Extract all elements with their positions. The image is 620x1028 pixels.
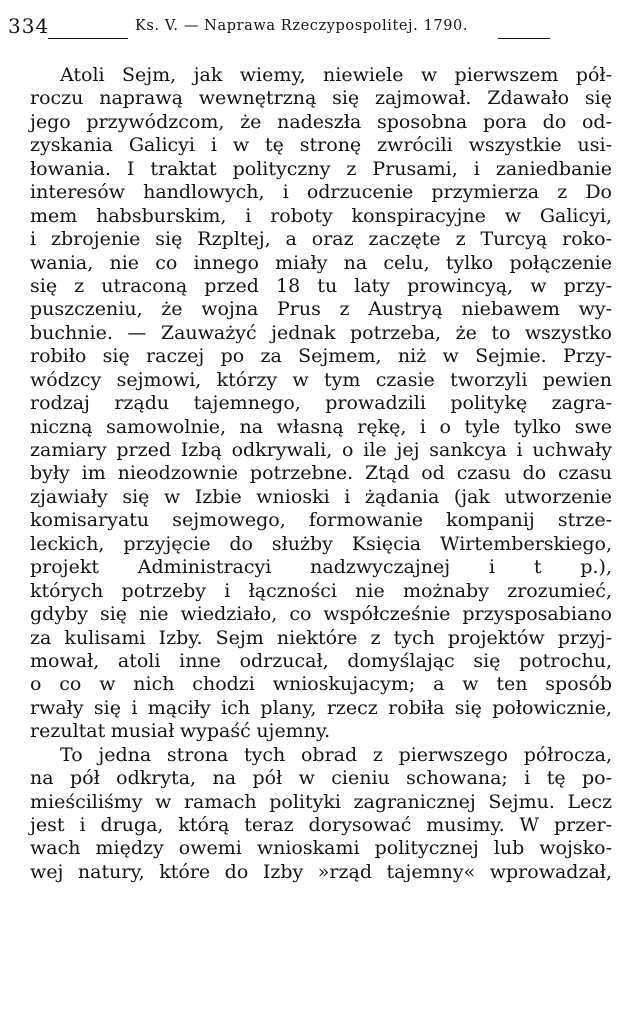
text-line: wania, nie co innego miały na celu, tylko połączenie (30, 251, 612, 274)
text-line: projekt Administracyi nadzwyczajnej i t p.), (30, 556, 612, 579)
text-line: na pół odkryta, na pół w cieniu schowana; i tę po- (30, 767, 612, 790)
text-line: o co w nich chodzi wnioskujacym; a w ten sposób (30, 673, 612, 696)
text-line: i zbrojenie się Rzpltej, a oraz zaczęte z Turcyą roko- (30, 228, 612, 251)
text-line: których potrzeby i łączności nie możnaby zrozumieć, (30, 579, 612, 602)
text-line: wach między owemi wnioskami politycznej lub wojsko- (30, 837, 612, 860)
text-line: mem habsburskim, i roboty konspiracyjne w Galicyi, (30, 204, 612, 227)
text-line: się z utraconą przed 18 tu laty prowincyą, w przy- (30, 274, 612, 297)
text-line: Atoli Sejm, jak wiemy, niewiele w pierwszem pół- (60, 64, 612, 86)
text-line: gdyby się nie wiedziało, co współcześnie przysposabiano (30, 603, 612, 626)
header-rule-left (48, 38, 128, 39)
text-line: robiło się raczej po za Sejmem, niż w Sejmie. Przy- (30, 345, 612, 368)
text-line: buchnie. — Zauważyć jednak potrzeba, że to wszystko (30, 321, 612, 344)
text-line: zyskania Galicyi i w tę stronę zwrócili wszystkie usi- (30, 134, 612, 157)
paragraph-2 (30, 744, 612, 885)
page-number: 334 (8, 14, 50, 38)
text-line: interesów handlowych, i odrzucenie przymierza z Do (30, 181, 612, 204)
text-line: mował, atoli inne odrzucał, domyślając się potrochu, (30, 649, 612, 672)
text-line: wej natury, które do Izby »rząd tajemny« wprowadzał, (30, 860, 612, 883)
text-line: puszczeniu, że wojna Prus z Austryą niebawem wy- (30, 298, 612, 321)
text-line: jego przywódzcom, że nadeszła sposobna pora do od- (30, 110, 612, 133)
text-line: jest i druga, którą teraz dorysować musimy. W przer- (30, 814, 612, 836)
text-line: roczu naprawą wewnętrzną się zajmował. Zdawało się (30, 87, 612, 110)
text-line: zjawiały się w Izbie wnioski i żądania (jak utworzenie (30, 485, 612, 508)
text-line: leckich, przyjęcie do służby Księcia Wirtemberskiego, (30, 532, 612, 555)
text-line: łowania. I traktat polityczny z Prusami, i zaniedbanie (30, 157, 612, 180)
text-line: niczną samowolnie, na własną rękę, i o tyle tylko swe (30, 415, 612, 438)
text-line: rezultat musiał wypaść ujemny. (30, 720, 331, 743)
text-line: zamiary przed Izbą odkrywali, o ile jej sankcya i uchwały (30, 439, 612, 461)
text-line: za kulisami Izby. Sejm niektóre z tych projektów przyj- (30, 626, 612, 649)
paragraph-1 (30, 64, 612, 744)
text-line: komisaryatu sejmowego, formowanie kompanij strze- (30, 509, 612, 532)
running-header (0, 8, 620, 42)
text-line: rodzaj rządu tajemnego, prowadzili politykę zagra- (30, 392, 612, 415)
text-line: wódzcy sejmowi, którzy w tym czasie tworzyli pewien (30, 368, 612, 391)
body-text (30, 64, 612, 884)
text-line: rwały się i mąciły ich plany, rzecz robiła się połowicznie, (30, 696, 612, 719)
text-line: były im nieodzownie potrzebne. Ztąd od czasu do czasu (30, 462, 612, 485)
running-title: Ks. V. — Naprawa Rzeczypospolitej. 1790. (135, 18, 469, 34)
header-rule-right (498, 38, 550, 39)
text-line: To jedna strona tych obrad z pierwszego półrocza, (60, 743, 612, 766)
text-line: mieściliśmy w ramach polityki zagranicznej Sejmu. Lecz (30, 790, 612, 813)
